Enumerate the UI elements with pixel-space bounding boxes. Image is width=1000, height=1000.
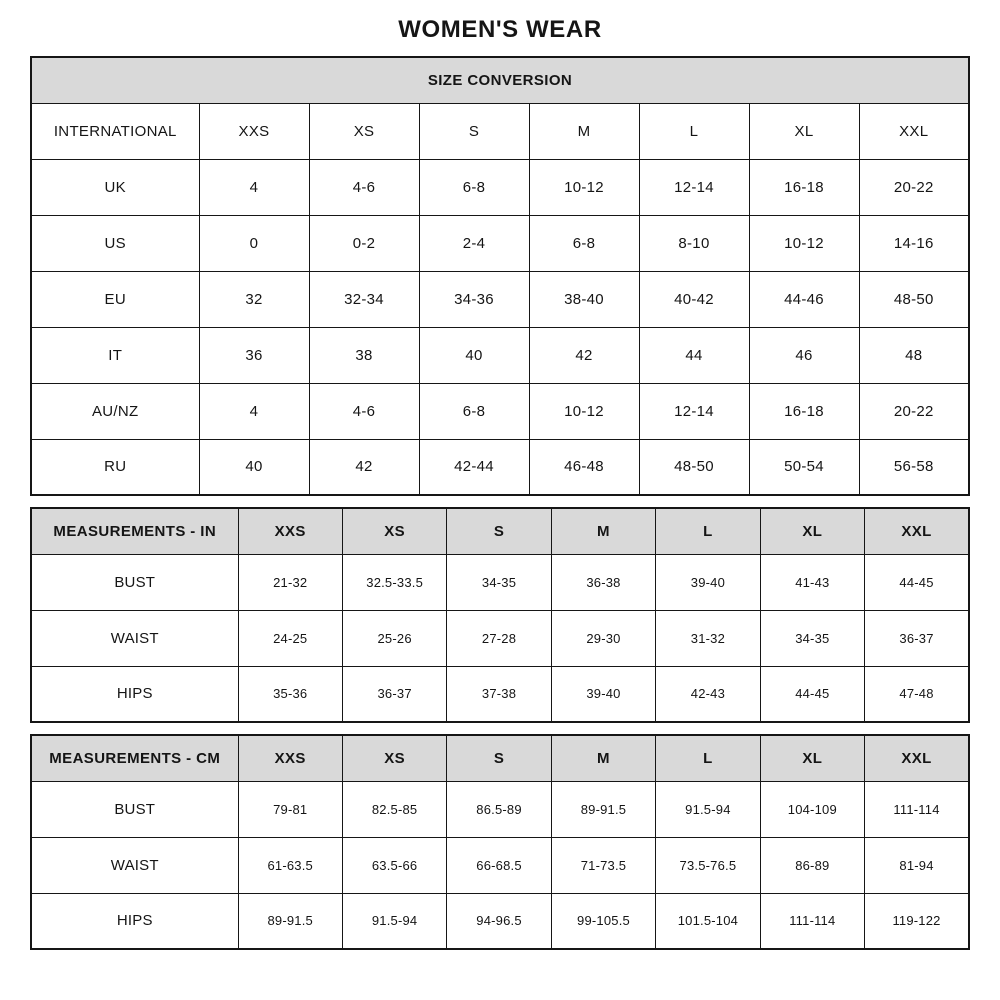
- table-cell: 2-4: [419, 215, 529, 271]
- table-cell: 37-38: [447, 666, 551, 722]
- table-cell: 32: [199, 271, 309, 327]
- row-label: INTERNATIONAL: [31, 103, 199, 159]
- table-cell: 38-40: [529, 271, 639, 327]
- table-cell: 32.5-33.5: [342, 554, 446, 610]
- size-column-header: L: [656, 735, 760, 781]
- measurements-cm-head: [31, 735, 969, 781]
- row-label: UK: [31, 159, 199, 215]
- table-cell: S: [419, 103, 529, 159]
- table-row: [31, 554, 969, 610]
- size-column-header: S: [447, 508, 551, 554]
- table-cell: 119-122: [865, 893, 969, 949]
- table-cell: 86-89: [760, 837, 864, 893]
- row-label: HIPS: [31, 666, 238, 722]
- table-cell: 46-48: [529, 439, 639, 495]
- table-cell: 36-38: [551, 554, 655, 610]
- size-column-header: XL: [760, 508, 864, 554]
- table-cell: 40: [419, 327, 529, 383]
- row-label: RU: [31, 439, 199, 495]
- table-row: [31, 893, 969, 949]
- table-cell: 32-34: [309, 271, 419, 327]
- row-label: AU/NZ: [31, 383, 199, 439]
- table-row: [31, 666, 969, 722]
- table-cell: 21-32: [238, 554, 342, 610]
- size-column-header: XL: [760, 735, 864, 781]
- measurements-cm-header: MEASUREMENTS - CM: [31, 735, 238, 781]
- table-cell: 48-50: [859, 271, 969, 327]
- size-conversion-header-row: [31, 57, 969, 103]
- measurements-cm-body: [31, 781, 969, 949]
- table-cell: 81-94: [865, 837, 969, 893]
- measurements-in-table: [30, 507, 970, 723]
- table-cell: 47-48: [865, 666, 969, 722]
- size-conversion-table: [30, 56, 970, 496]
- measurements-in-header-row: [31, 508, 969, 554]
- table-cell: 25-26: [342, 610, 446, 666]
- table-cell: 14-16: [859, 215, 969, 271]
- table-row: [31, 215, 969, 271]
- table-cell: 6-8: [419, 159, 529, 215]
- table-cell: 40-42: [639, 271, 749, 327]
- table-cell: 42: [529, 327, 639, 383]
- table-cell: XXL: [859, 103, 969, 159]
- table-cell: 101.5-104: [656, 893, 760, 949]
- table-cell: 4-6: [309, 159, 419, 215]
- table-row: [31, 327, 969, 383]
- table-cell: 20-22: [859, 159, 969, 215]
- measurements-in-body: [31, 554, 969, 722]
- table-row: [31, 781, 969, 837]
- table-cell: 61-63.5: [238, 837, 342, 893]
- table-row: [31, 383, 969, 439]
- row-label: WAIST: [31, 837, 238, 893]
- table-cell: L: [639, 103, 749, 159]
- table-cell: 48-50: [639, 439, 749, 495]
- table-cell: M: [529, 103, 639, 159]
- row-label: US: [31, 215, 199, 271]
- table-cell: 12-14: [639, 383, 749, 439]
- table-cell: 56-58: [859, 439, 969, 495]
- size-column-header: XXL: [865, 735, 969, 781]
- size-column-header: S: [447, 735, 551, 781]
- table-cell: 44: [639, 327, 749, 383]
- measurements-cm-header-row: [31, 735, 969, 781]
- table-row: [31, 837, 969, 893]
- table-row: [31, 610, 969, 666]
- table-cell: 71-73.5: [551, 837, 655, 893]
- row-label: BUST: [31, 554, 238, 610]
- table-cell: 39-40: [551, 666, 655, 722]
- table-cell: 91.5-94: [656, 781, 760, 837]
- table-cell: 111-114: [760, 893, 864, 949]
- table-cell: 0-2: [309, 215, 419, 271]
- table-cell: 89-91.5: [551, 781, 655, 837]
- table-cell: 50-54: [749, 439, 859, 495]
- size-conversion-head: [31, 57, 969, 103]
- table-cell: 24-25: [238, 610, 342, 666]
- table-row: [31, 103, 969, 159]
- table-cell: 36-37: [342, 666, 446, 722]
- table-cell: 10-12: [529, 383, 639, 439]
- size-conversion-body: [31, 103, 969, 495]
- table-cell: 79-81: [238, 781, 342, 837]
- table-cell: 82.5-85: [342, 781, 446, 837]
- table-cell: 6-8: [419, 383, 529, 439]
- size-column-header: XXS: [238, 735, 342, 781]
- table-cell: 16-18: [749, 383, 859, 439]
- table-cell: 29-30: [551, 610, 655, 666]
- table-cell: 44-45: [760, 666, 864, 722]
- table-cell: 63.5-66: [342, 837, 446, 893]
- table-cell: 42: [309, 439, 419, 495]
- table-cell: 6-8: [529, 215, 639, 271]
- table-cell: XXS: [199, 103, 309, 159]
- table-row: [31, 271, 969, 327]
- table-cell: 16-18: [749, 159, 859, 215]
- row-label: WAIST: [31, 610, 238, 666]
- page-title: WOMEN'S WEAR: [398, 16, 602, 43]
- table-cell: 34-35: [760, 610, 864, 666]
- measurements-cm-table: [30, 734, 970, 950]
- table-cell: 36: [199, 327, 309, 383]
- table-cell: 34-35: [447, 554, 551, 610]
- table-cell: 44-45: [865, 554, 969, 610]
- table-cell: 8-10: [639, 215, 749, 271]
- table-cell: 35-36: [238, 666, 342, 722]
- table-cell: 44-46: [749, 271, 859, 327]
- table-cell: 34-36: [419, 271, 529, 327]
- table-row: [31, 159, 969, 215]
- size-column-header: M: [551, 735, 655, 781]
- table-cell: 42-44: [419, 439, 529, 495]
- table-cell: 12-14: [639, 159, 749, 215]
- table-cell: 31-32: [656, 610, 760, 666]
- table-cell: 104-109: [760, 781, 864, 837]
- row-label: BUST: [31, 781, 238, 837]
- table-cell: 40: [199, 439, 309, 495]
- table-cell: 4-6: [309, 383, 419, 439]
- table-cell: 39-40: [656, 554, 760, 610]
- table-cell: 10-12: [749, 215, 859, 271]
- size-conversion-header: SIZE CONVERSION: [31, 57, 969, 103]
- table-cell: 94-96.5: [447, 893, 551, 949]
- table-cell: 89-91.5: [238, 893, 342, 949]
- table-cell: 4: [199, 159, 309, 215]
- table-cell: 36-37: [865, 610, 969, 666]
- table-cell: 10-12: [529, 159, 639, 215]
- table-cell: 42-43: [656, 666, 760, 722]
- size-column-header: XS: [342, 735, 446, 781]
- table-cell: 99-105.5: [551, 893, 655, 949]
- table-cell: 111-114: [865, 781, 969, 837]
- table-cell: 20-22: [859, 383, 969, 439]
- measurements-in-header: MEASUREMENTS - IN: [31, 508, 238, 554]
- size-column-header: XS: [342, 508, 446, 554]
- table-cell: 38: [309, 327, 419, 383]
- table-row: [31, 439, 969, 495]
- row-label: HIPS: [31, 893, 238, 949]
- table-cell: XL: [749, 103, 859, 159]
- table-cell: 66-68.5: [447, 837, 551, 893]
- size-column-header: XXS: [238, 508, 342, 554]
- table-cell: 4: [199, 383, 309, 439]
- table-cell: 27-28: [447, 610, 551, 666]
- size-column-header: XXL: [865, 508, 969, 554]
- table-cell: 91.5-94: [342, 893, 446, 949]
- size-column-header: M: [551, 508, 655, 554]
- table-cell: XS: [309, 103, 419, 159]
- table-cell: 86.5-89: [447, 781, 551, 837]
- measurements-in-head: [31, 508, 969, 554]
- table-cell: 73.5-76.5: [656, 837, 760, 893]
- row-label: IT: [31, 327, 199, 383]
- table-cell: 41-43: [760, 554, 864, 610]
- table-cell: 46: [749, 327, 859, 383]
- size-column-header: L: [656, 508, 760, 554]
- table-cell: 0: [199, 215, 309, 271]
- row-label: EU: [31, 271, 199, 327]
- table-cell: 48: [859, 327, 969, 383]
